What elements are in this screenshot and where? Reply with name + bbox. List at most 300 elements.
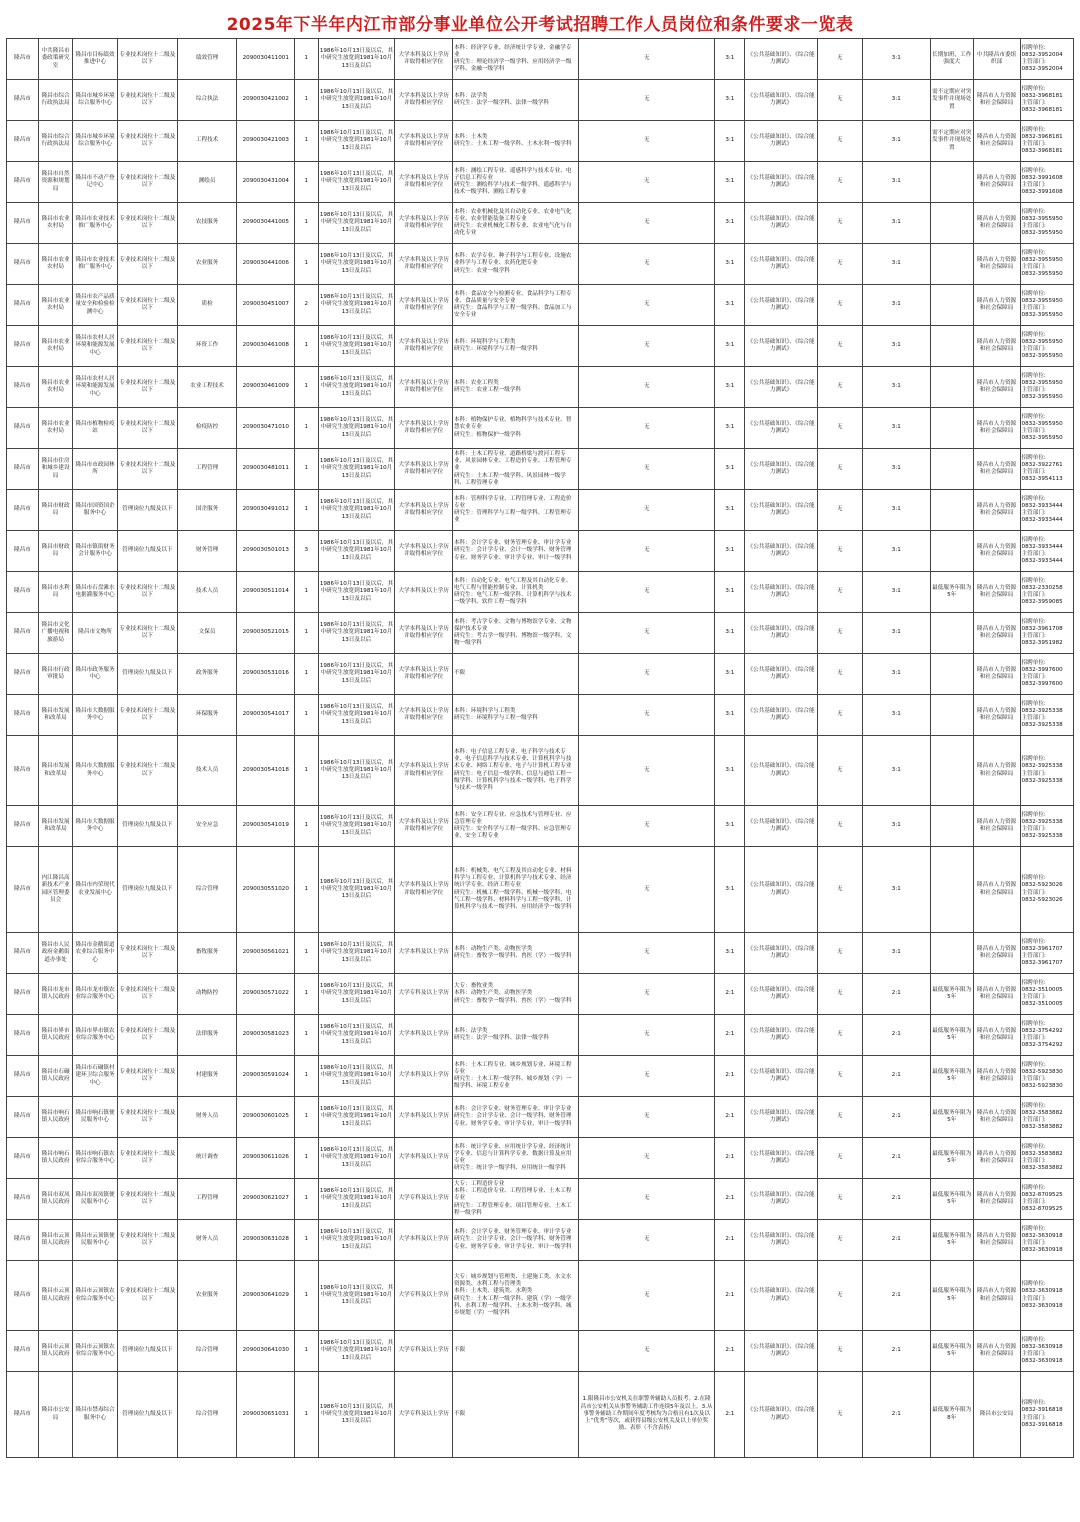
cell-major: 本科：机械类、电气工程及其自动化专业、材料科学与工程专业、计算机科学与技术专业、经济统计学专业、经济工程专业 研究生：机械工程一级学科、机械一级学科、电气工程一级学科、材料科学与工程一级学科、计算机科学与技术一级学科、应用经济学一级学科	[452, 847, 578, 933]
cell-exam-subject: 《公共基础知识》、《综合能力测试》	[745, 244, 818, 285]
cell-exam-ratio: 3:1	[715, 654, 745, 695]
cell-education: 大学本科及以上学历并取得相应学位	[395, 203, 453, 244]
cell-other-conditions: 无	[578, 1331, 715, 1372]
cell-major: 本科：法学类 研究生：法学一级学科、法律一级学科	[452, 80, 578, 121]
cell-note	[930, 736, 973, 806]
contact-label-unit: 招聘单位:	[1021, 495, 1046, 502]
cell-education: 大学本科及以上学历并取得相应学位	[395, 285, 453, 326]
cell-headcount: 1	[295, 121, 318, 162]
cell-interview-ratio: 2:1	[862, 974, 930, 1015]
cell-exam-subject: 《公共基础知识》、《综合能力测试》	[745, 933, 818, 974]
cell-note: 最低服务年限为5年	[930, 1220, 973, 1261]
cell-education: 大学专科及以上学历	[395, 974, 453, 1015]
cell-unit: 隆昌市城乡环境综合服务中心	[73, 121, 118, 162]
cell-post-code: 2090030461009	[237, 367, 295, 408]
cell-department: 内江隆昌高新技术产业园区管理委员会	[39, 847, 73, 933]
cell-extra-score: 无	[817, 326, 862, 367]
cell-major: 本科：农业工程类 研究生：农业工程一级学科	[452, 367, 578, 408]
table-row	[7, 244, 1074, 285]
cell-major: 本科：植物保护专业、植物科学与技术专业、智慧农业专业 研究生：植物保护一级学科	[452, 408, 578, 449]
cell-contact	[1020, 736, 1073, 806]
cell-major: 大专：畜牧业类 本科：动物生产类、动物医学类 研究生：畜牧学一级学科、兽医（学）一级学科	[452, 974, 578, 1015]
contact-label-unit: 招聘单位:	[1021, 1336, 1046, 1343]
cell-major: 本科：食品安全与检测专业、食品科学与工程专业、食品质量与安全专业 研究生：食品科学与工程一级学科、食品加工与安全专业	[452, 285, 578, 326]
table-row	[7, 1138, 1074, 1179]
cell-organizer: 隆昌市人力资源和社会保障局	[973, 531, 1020, 572]
cell-major: 本科：考古学专业、文物与博物馆学专业、文物保护技术专业 研究生：考古学一级学科、博物馆一级学科、文物一级学科	[452, 613, 578, 654]
cell-interview-ratio: 3:1	[862, 285, 930, 326]
cell-post-name: 综合管理	[177, 847, 237, 933]
cell-county: 隆昌市	[7, 1372, 39, 1458]
cell-contact	[1020, 1372, 1073, 1458]
cell-department: 隆昌市财政局	[39, 531, 73, 572]
cell-exam-ratio: 3:1	[715, 203, 745, 244]
cell-education: 大学本科及以上学历并取得相应学位	[395, 162, 453, 203]
table-row	[7, 1220, 1074, 1261]
cell-post-code: 2090030631028	[237, 1220, 295, 1261]
cell-note: 最低服务年限为5年	[930, 572, 973, 613]
cell-exam-ratio: 3:1	[715, 162, 745, 203]
cell-education: 大学本科及以上学历	[395, 1015, 453, 1056]
cell-post-type: 管理岗位九级及以下	[117, 1372, 177, 1458]
cell-exam-ratio: 3:1	[715, 695, 745, 736]
cell-note	[930, 244, 973, 285]
cell-exam-subject: 《公共基础知识》、《综合能力测试》	[745, 449, 818, 490]
cell-note	[930, 695, 973, 736]
contact-label-unit: 招聘单位:	[1021, 413, 1046, 420]
cell-interview-ratio: 2:1	[862, 1097, 930, 1138]
contact-label-unit: 招聘单位:	[1021, 249, 1046, 256]
cell-post-name: 畜牧服务	[177, 933, 237, 974]
cell-other-conditions: 无	[578, 39, 715, 80]
cell-department: 隆昌市农业农村局	[39, 203, 73, 244]
contact-tel-unit: 0832-8709525	[1021, 1191, 1063, 1198]
cell-county: 隆昌市	[7, 244, 39, 285]
cell-exam-subject: 《公共基础知识》、《综合能力测试》	[745, 285, 818, 326]
cell-education: 大学本科及以上学历并取得相应学位	[395, 367, 453, 408]
cell-exam-subject: 《公共基础知识》、《综合能力测试》	[745, 974, 818, 1015]
cell-post-code: 2090030621027	[237, 1179, 295, 1220]
cell-contact	[1020, 572, 1073, 613]
cell-post-type: 专业技术岗位十二级及以下	[117, 1261, 177, 1331]
contact-label-unit: 招聘单位:	[1021, 811, 1046, 818]
cell-contact	[1020, 326, 1073, 367]
cell-exam-ratio: 2:1	[715, 974, 745, 1015]
contact-tel-dept: 0832-3955950	[1021, 271, 1063, 278]
cell-exam-subject: 《公共基础知识》、《综合能力测试》	[745, 408, 818, 449]
table-row	[7, 490, 1074, 531]
cell-education: 大学本科及以上学历并取得相应学位	[395, 654, 453, 695]
cell-post-type: 专业技术岗位十二级及以下	[117, 80, 177, 121]
cell-extra-score: 无	[817, 80, 862, 121]
cell-post-type: 专业技术岗位十二级及以下	[117, 449, 177, 490]
cell-post-type: 专业技术岗位十二级及以下	[117, 1138, 177, 1179]
cell-headcount: 1	[295, 326, 318, 367]
cell-unit: 隆昌市镇街财务会计服务中心	[73, 531, 118, 572]
cell-note: 最低服务年限为5年	[930, 1015, 973, 1056]
cell-education: 大学本科及以上学历并取得相应学位	[395, 408, 453, 449]
cell-interview-ratio: 2:1	[862, 1138, 930, 1179]
cell-exam-ratio: 3:1	[715, 39, 745, 80]
cell-department: 隆昌市综合行政执法局	[39, 121, 73, 162]
cell-county: 隆昌市	[7, 1138, 39, 1179]
cell-organizer: 隆昌市公安局	[973, 1372, 1020, 1458]
cell-age-requirement: 1986年10月13日及以后，其中研究生放宽到1981年10月13日及以后	[318, 1331, 395, 1372]
cell-note	[930, 162, 973, 203]
contact-label-dept: 主管部门:	[1021, 223, 1046, 229]
contact-tel-unit: 0832-3955950	[1021, 420, 1063, 427]
cell-extra-score: 无	[817, 1097, 862, 1138]
contact-tel-unit: 0832-3991608	[1021, 174, 1063, 181]
cell-post-type: 专业技术岗位十二级及以下	[117, 326, 177, 367]
cell-headcount: 2	[295, 285, 318, 326]
cell-interview-ratio: 3:1	[862, 531, 930, 572]
cell-education: 大学本科及以上学历	[395, 1138, 453, 1179]
contact-tel-dept: 0832-3959085	[1021, 599, 1063, 606]
cell-organizer: 隆昌市人力资源和社会保障局	[973, 490, 1020, 531]
table-row	[7, 1097, 1074, 1138]
contact-label-unit: 招聘单位:	[1021, 331, 1046, 338]
cell-organizer: 隆昌市人力资源和社会保障局	[973, 326, 1020, 367]
cell-contact	[1020, 654, 1073, 695]
table-row	[7, 285, 1074, 326]
cell-post-code: 2090030591024	[237, 1056, 295, 1097]
cell-county: 隆昌市	[7, 613, 39, 654]
cell-unit: 隆昌市响石镇农业综合服务中心	[73, 1138, 118, 1179]
cell-education: 大学本科及以上学历并取得相应学位	[395, 695, 453, 736]
cell-department: 隆昌市发展和改革局	[39, 695, 73, 736]
contact-tel-unit: 0832-3630918	[1021, 1232, 1063, 1239]
cell-post-name: 农技服务	[177, 203, 237, 244]
cell-county: 隆昌市	[7, 933, 39, 974]
contact-tel-dept: 0832-3951982	[1021, 640, 1063, 647]
cell-major: 不限	[452, 1331, 578, 1372]
cell-headcount: 1	[295, 490, 318, 531]
cell-unit: 隆昌市农村人居环境和能源发展中心	[73, 367, 118, 408]
contact-label-dept: 主管部门:	[1021, 633, 1046, 639]
cell-unit: 隆昌市大数据服务中心	[73, 806, 118, 847]
cell-extra-score: 无	[817, 572, 862, 613]
cell-education: 大学本科及以上学历并取得相应学位	[395, 326, 453, 367]
cell-post-name: 综合执法	[177, 80, 237, 121]
cell-extra-score: 无	[817, 285, 862, 326]
cell-county: 隆昌市	[7, 572, 39, 613]
contact-tel-dept: 0832-3583882	[1021, 1124, 1063, 1131]
cell-interview-ratio: 3:1	[862, 80, 930, 121]
cell-contact	[1020, 121, 1073, 162]
cell-county: 隆昌市	[7, 80, 39, 121]
contact-label-dept: 主管部门:	[1021, 305, 1046, 311]
contact-tel-dept: 0832-8709525	[1021, 1206, 1063, 1213]
cell-exam-ratio: 3:1	[715, 449, 745, 490]
cell-education: 大学本科及以上学历	[395, 933, 453, 974]
cell-headcount: 1	[295, 1179, 318, 1220]
cell-headcount: 1	[295, 613, 318, 654]
cell-interview-ratio: 3:1	[862, 121, 930, 162]
cell-extra-score: 无	[817, 1220, 862, 1261]
table-row	[7, 1372, 1074, 1458]
contact-label-dept: 主管部门:	[1021, 1117, 1046, 1123]
cell-age-requirement: 1986年10月13日及以后，其中研究生放宽到1981年10月13日及以后	[318, 806, 395, 847]
cell-post-name: 农业服务	[177, 1261, 237, 1331]
cell-note	[930, 933, 973, 974]
cell-exam-subject: 《公共基础知识》、《综合能力测试》	[745, 490, 818, 531]
cell-major: 本科：土木工程专业、城乡规划专业、环境工程专业 研究生：土木工程一级学科、城乡规划（学）一级学科、环境工程专业	[452, 1056, 578, 1097]
contact-label-unit: 招聘单位:	[1021, 85, 1046, 92]
cell-other-conditions: 无	[578, 203, 715, 244]
cell-department: 隆昌市自然资源和规划局	[39, 162, 73, 203]
cell-headcount: 1	[295, 367, 318, 408]
contact-label-dept: 主管部门:	[1021, 715, 1046, 721]
cell-major: 本科：自动化专业、电气工程及其自动化专业、电气工程与智能控制专业、计算机类 研究生：电气工程一级学科、计算机科学与技术一级学科、软件工程一级学科	[452, 572, 578, 613]
table-row	[7, 933, 1074, 974]
cell-other-conditions: 无	[578, 244, 715, 285]
cell-post-code: 2090030431004	[237, 162, 295, 203]
cell-headcount: 1	[295, 1056, 318, 1097]
cell-interview-ratio: 3:1	[862, 326, 930, 367]
contact-tel-dept: 0832-3510005	[1021, 1001, 1063, 1008]
cell-headcount: 1	[295, 449, 318, 490]
cell-age-requirement: 1986年10月13日及以后，其中研究生放宽到1981年10月13日及以后	[318, 1261, 395, 1331]
cell-post-name: 质检	[177, 285, 237, 326]
cell-post-type: 专业技术岗位十二级及以下	[117, 613, 177, 654]
cell-major: 大专：工程造价专业 本科：工程造价专业、工程管理专业、土木工程专业 研究生：工程管理专业、项目管理专业、土木工程一级学科	[452, 1179, 578, 1220]
cell-unit: 隆昌市农产品质量安全和检验检测中心	[73, 285, 118, 326]
contact-tel-dept: 0832-3754292	[1021, 1042, 1063, 1049]
contact-tel-unit: 0832-3955950	[1021, 338, 1063, 345]
cell-extra-score: 无	[817, 1331, 862, 1372]
cell-major: 本科：土木类 研究生：土木工程一级学科、土木水利一级学科	[452, 121, 578, 162]
cell-post-code: 2090030601025	[237, 1097, 295, 1138]
table-row	[7, 367, 1074, 408]
cell-contact	[1020, 490, 1073, 531]
cell-post-code: 2090030441005	[237, 203, 295, 244]
contact-label-unit: 招聘单位:	[1021, 372, 1046, 379]
cell-exam-ratio: 3:1	[715, 572, 745, 613]
cell-post-code: 2090030421002	[237, 80, 295, 121]
cell-post-code: 2090030531016	[237, 654, 295, 695]
cell-post-code: 2090030421003	[237, 121, 295, 162]
cell-other-conditions: 无	[578, 531, 715, 572]
table-row	[7, 806, 1074, 847]
cell-exam-subject: 《公共基础知识》、《综合能力测试》	[745, 613, 818, 654]
cell-post-code: 2090030541019	[237, 806, 295, 847]
cell-other-conditions: 无	[578, 80, 715, 121]
cell-contact	[1020, 1056, 1073, 1097]
recruitment-table	[6, 38, 1074, 1458]
cell-extra-score: 无	[817, 1138, 862, 1179]
cell-unit: 隆昌市政务服务中心	[73, 654, 118, 695]
cell-exam-ratio: 3:1	[715, 367, 745, 408]
contact-tel-unit: 0832-3968181	[1021, 133, 1063, 140]
cell-exam-ratio: 2:1	[715, 1138, 745, 1179]
cell-post-code: 2090030651031	[237, 1372, 295, 1458]
contact-label-unit: 招聘单位:	[1021, 618, 1046, 625]
cell-post-code: 2090030611026	[237, 1138, 295, 1179]
cell-county: 隆昌市	[7, 1261, 39, 1331]
cell-headcount: 1	[295, 736, 318, 806]
cell-extra-score: 无	[817, 162, 862, 203]
cell-other-conditions: 无	[578, 847, 715, 933]
cell-department: 隆昌市农业农村局	[39, 285, 73, 326]
cell-major: 本科：测绘工程专业、遥感科学与技术专业、电子信息工程专业 研究生：测绘科学与技术一级学科、遥感科学与技术一级学科、测绘工程专业	[452, 162, 578, 203]
cell-county: 隆昌市	[7, 1056, 39, 1097]
contact-tel-dept: 0832-3955950	[1021, 435, 1063, 442]
cell-other-conditions: 无	[578, 121, 715, 162]
table-row	[7, 1261, 1074, 1331]
cell-department: 隆昌市公安局	[39, 1372, 73, 1458]
cell-post-code: 2090030581023	[237, 1015, 295, 1056]
cell-age-requirement: 1986年10月13日及以后，其中研究生放宽到1981年10月13日及以后	[318, 285, 395, 326]
cell-post-code: 2090030541017	[237, 695, 295, 736]
cell-contact	[1020, 244, 1073, 285]
contact-tel-unit: 0832-3933444	[1021, 543, 1063, 550]
contact-label-unit: 招聘单位:	[1021, 1400, 1046, 1407]
cell-county: 隆昌市	[7, 490, 39, 531]
cell-unit: 隆昌市云顶镇农业综合服务中心	[73, 1261, 118, 1331]
cell-unit: 隆昌市内荣现代农业发展中心	[73, 847, 118, 933]
cell-interview-ratio: 3:1	[862, 490, 930, 531]
cell-exam-subject: 《公共基础知识》、《综合能力测试》	[745, 531, 818, 572]
cell-major: 本科：农学专业、种子科学与工程专业、设施农业科学与工程专业、农药化肥专业 研究生：农业一级学科	[452, 244, 578, 285]
cell-education: 大学专科及以上学历	[395, 1372, 453, 1458]
cell-major: 本科：动物生产类、动物医学类 研究生：畜牧学一级学科、兽医（学）一级学科	[452, 933, 578, 974]
cell-major: 本科：法学类 研究生：法学一级学科、法律一级学科	[452, 1015, 578, 1056]
cell-organizer: 隆昌市人力资源和社会保障局	[973, 244, 1020, 285]
cell-contact	[1020, 1220, 1073, 1261]
cell-post-type: 专业技术岗位十二级及以下	[117, 244, 177, 285]
contact-label-unit: 招聘单位:	[1021, 1184, 1046, 1191]
cell-interview-ratio: 2:1	[862, 1056, 930, 1097]
cell-other-conditions: 无	[578, 806, 715, 847]
cell-county: 隆昌市	[7, 531, 39, 572]
cell-organizer: 隆昌市人力资源和社会保障局	[973, 449, 1020, 490]
table-row	[7, 654, 1074, 695]
cell-county: 隆昌市	[7, 806, 39, 847]
cell-other-conditions: 无	[578, 1220, 715, 1261]
contact-label-dept: 主管部门:	[1021, 264, 1046, 270]
cell-county: 隆昌市	[7, 203, 39, 244]
cell-post-type: 专业技术岗位十二级及以下	[117, 408, 177, 449]
cell-education: 大学本科及以上学历并取得相应学位	[395, 449, 453, 490]
cell-extra-score: 无	[817, 531, 862, 572]
cell-exam-ratio: 3:1	[715, 736, 745, 806]
cell-age-requirement: 1986年10月13日及以后，其中研究生放宽到1981年10月13日及以后	[318, 1372, 395, 1458]
cell-post-name: 综合管理	[177, 1331, 237, 1372]
contact-label-dept: 主管部门:	[1021, 1035, 1046, 1041]
cell-note: 最低服务年限为5年	[930, 1097, 973, 1138]
cell-other-conditions: 无	[578, 613, 715, 654]
cell-major: 本科：环境科学与工程类 研究生：环境科学与工程一级学科	[452, 695, 578, 736]
cell-department: 隆昌市农业农村局	[39, 367, 73, 408]
cell-note: 最低服务年限为5年	[930, 1331, 973, 1372]
cell-extra-score: 无	[817, 933, 862, 974]
cell-contact	[1020, 39, 1073, 80]
contact-tel-unit: 0832-3955950	[1021, 379, 1063, 386]
cell-organizer: 隆昌市人力资源和社会保障局	[973, 654, 1020, 695]
cell-post-type: 专业技术岗位十二级及以下	[117, 736, 177, 806]
contact-label-dept: 主管部门:	[1021, 346, 1046, 352]
cell-headcount: 1	[295, 1372, 318, 1458]
cell-other-conditions: 无	[578, 1097, 715, 1138]
cell-contact	[1020, 974, 1073, 1015]
cell-age-requirement: 1986年10月13日及以后，其中研究生放宽到1981年10月13日及以后	[318, 1138, 395, 1179]
cell-organizer: 隆昌市人力资源和社会保障局	[973, 695, 1020, 736]
cell-age-requirement: 1986年10月13日及以后，其中研究生放宽到1981年10月13日及以后	[318, 408, 395, 449]
cell-county: 隆昌市	[7, 736, 39, 806]
contact-tel-unit: 0832-3955950	[1021, 256, 1063, 263]
cell-contact	[1020, 847, 1073, 933]
cell-exam-subject: 《公共基础知识》、《综合能力测试》	[745, 1097, 818, 1138]
cell-headcount: 1	[295, 654, 318, 695]
contact-label-unit: 招聘单位:	[1021, 659, 1046, 666]
cell-other-conditions: 无	[578, 1015, 715, 1056]
table-row	[7, 1179, 1074, 1220]
cell-education: 大学本科及以上学历并取得相应学位	[395, 80, 453, 121]
cell-note: 长期加班，工作强度大	[930, 39, 973, 80]
contact-label-dept: 主管部门:	[1021, 551, 1046, 557]
contact-label-dept: 主管部门:	[1021, 1351, 1046, 1357]
cell-organizer: 隆昌市人力资源和社会保障局	[973, 1097, 1020, 1138]
contact-label-dept: 主管部门:	[1021, 674, 1046, 680]
contact-tel-unit: 0832-3961708	[1021, 625, 1063, 632]
contact-tel-dept: 0832-3955950	[1021, 312, 1063, 319]
cell-headcount: 3	[295, 531, 318, 572]
cell-unit: 隆昌市禁毒综合服务中心	[73, 1372, 118, 1458]
cell-headcount: 1	[295, 244, 318, 285]
contact-tel-unit: 0832-5923026	[1021, 882, 1063, 889]
cell-age-requirement: 1986年10月13日及以后，其中研究生放宽到1981年10月13日及以后	[318, 1097, 395, 1138]
contact-label-dept: 主管部门:	[1021, 469, 1046, 475]
cell-note: 最低服务年限为5年	[930, 1138, 973, 1179]
cell-post-name: 国企服务	[177, 490, 237, 531]
cell-note	[930, 203, 973, 244]
contact-label-dept: 主管部门:	[1021, 1076, 1046, 1082]
cell-exam-ratio: 2:1	[715, 1331, 745, 1372]
cell-post-name: 统计调查	[177, 1138, 237, 1179]
cell-education: 大学本科及以上学历并取得相应学位	[395, 613, 453, 654]
cell-post-name: 综合管理	[177, 1372, 237, 1458]
cell-exam-ratio: 2:1	[715, 1056, 745, 1097]
contact-tel-dept: 0832-3955950	[1021, 394, 1063, 401]
contact-tel-unit: 0832-3955950	[1021, 215, 1063, 222]
cell-contact	[1020, 1015, 1073, 1056]
cell-age-requirement: 1986年10月13日及以后，其中研究生放宽到1981年10月13日及以后	[318, 490, 395, 531]
contact-tel-dept: 0832-3955950	[1021, 353, 1063, 360]
cell-other-conditions: 无	[578, 285, 715, 326]
contact-label-dept: 主管部门:	[1021, 1240, 1046, 1246]
cell-organizer: 隆昌市人力资源和社会保障局	[973, 203, 1020, 244]
cell-age-requirement: 1986年10月13日及以后，其中研究生放宽到1981年10月13日及以后	[318, 654, 395, 695]
cell-note: 最低服务年限为5年	[930, 1179, 973, 1220]
table-row	[7, 203, 1074, 244]
cell-contact	[1020, 408, 1073, 449]
cell-post-code: 2090030441006	[237, 244, 295, 285]
cell-organizer: 隆昌市人力资源和社会保障局	[973, 1056, 1020, 1097]
contact-label-dept: 主管部门:	[1021, 428, 1046, 434]
cell-note	[930, 490, 973, 531]
table-row	[7, 449, 1074, 490]
contact-label-unit: 招聘单位:	[1021, 1225, 1046, 1232]
cell-note: 最低服务年限为5年	[930, 1261, 973, 1331]
contact-tel-dept: 0832-3955950	[1021, 230, 1063, 237]
cell-post-name: 环保服务	[177, 695, 237, 736]
contact-label-unit: 招聘单位:	[1021, 126, 1046, 133]
cell-unit: 隆昌市文物所	[73, 613, 118, 654]
cell-age-requirement: 1986年10月13日及以后，其中研究生放宽到1981年10月13日及以后	[318, 847, 395, 933]
cell-interview-ratio: 2:1	[862, 1015, 930, 1056]
contact-label-unit: 招聘单位:	[1021, 454, 1046, 461]
